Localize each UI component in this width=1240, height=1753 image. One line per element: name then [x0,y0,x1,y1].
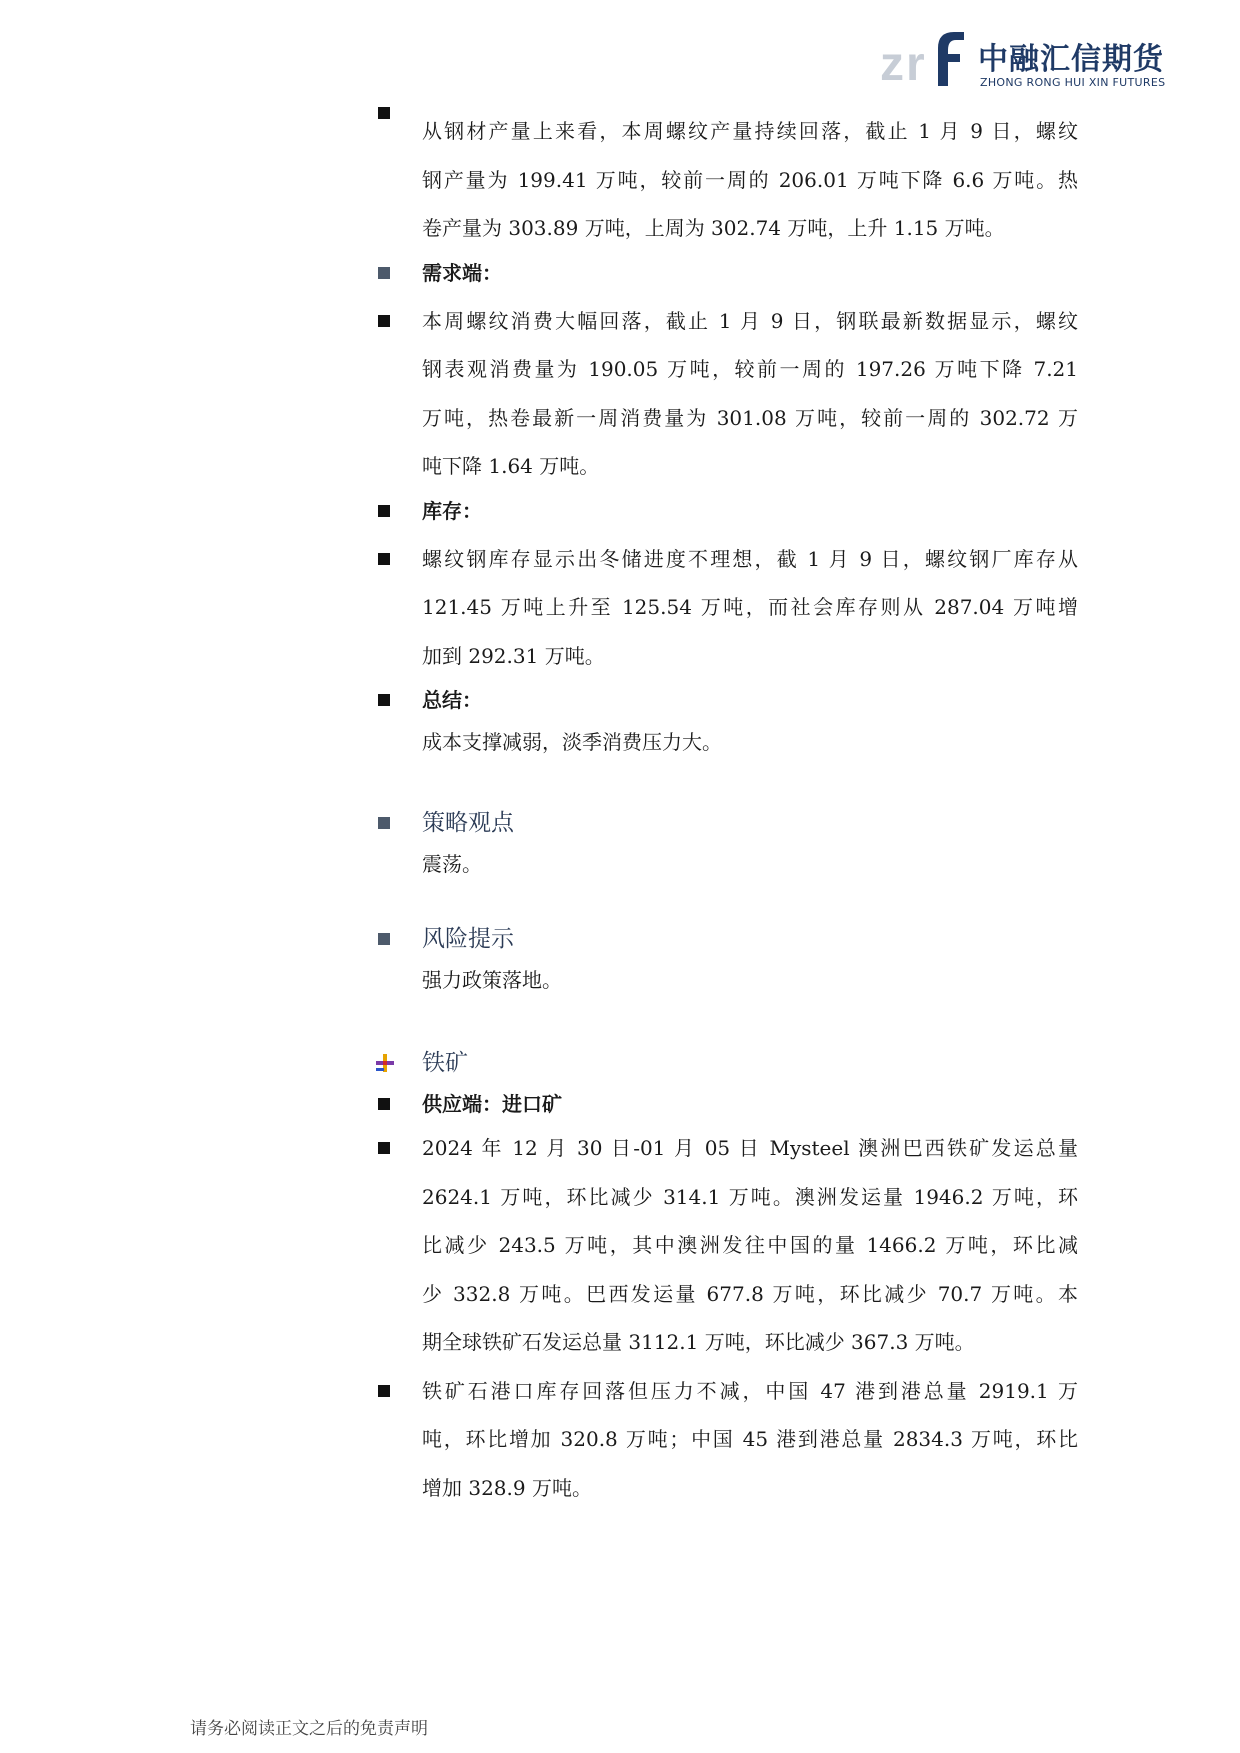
square-bullet-icon [378,933,390,945]
text-line: 钢产量为 199.41 万吨，较前一周的 206.01 万吨下降 6.6 万吨。热 [422,167,1078,192]
text-line: 2624.1 万吨，环比减少 314.1 万吨。澳洲发运量 1946.2 万吨，环 [422,1184,1078,1209]
text-line: 少 332.8 万吨。巴西发运量 677.8 万吨，环比减少 70.7 万吨。本 [422,1281,1078,1306]
strategy-text: 震荡。 [422,852,482,876]
section-risk [378,918,1078,960]
text-line: 121.45 万吨上升至 125.54 万吨，而社会库存则从 287.04 万吨增 [422,595,1078,619]
list-item-supply-title [378,1084,1078,1124]
text-line: 卷产量为 303.89 万吨，上周为 302.74 万吨，上升 1.15 万吨。 [422,216,1005,240]
section-heading-iron-ore: 铁矿 [422,1050,468,1076]
paragraph-demand [422,297,1078,491]
paragraph-shipments [422,1124,1078,1367]
paragraph-steel-output [422,107,1078,253]
risk-text: 强力政策落地。 [422,968,562,992]
logo-chinese-name: 中融汇信期货 [978,42,1164,77]
logo-english-name: ZHONG RONG HUI XIN FUTURES [980,76,1166,89]
list-item-steel-output [378,107,1078,253]
text-line: 螺纹钢库存显示出冬储进度不理想，截 1 月 9 日，螺纹钢厂库存从 [422,546,1078,571]
list-item-demand-title [378,253,1078,293]
report-body [378,119,1078,1512]
section-subtitle-demand: 需求端： [422,260,502,285]
risk-text-block [378,960,1078,1000]
svg-text:r: r [906,38,925,91]
text-line: 铁矿石港口库存回落但压力不减，中国 47 港到港总量 2919.1 万 [422,1378,1078,1403]
list-item-inventory [378,535,1078,681]
section-subtitle-summary: 总结： [422,688,482,712]
list-item-summary-title [378,680,1078,720]
disclaimer-footer: 请务必阅读正文之后的免责声明 [190,1719,428,1739]
list-item-port-arrivals [378,1367,1078,1513]
paragraph-inventory [422,535,1078,681]
text-line: 万吨，热卷最新一周消费量为 301.08 万吨，较前一周的 302.72 万 [422,405,1078,430]
section-strategy [378,802,1078,844]
text-line: 2024 年 12 月 30 日-01 月 05 日 Mysteel 澳洲巴西铁矿发运总量 [422,1136,1078,1160]
section-heading-risk: 风险提示 [422,926,514,952]
square-bullet-icon [378,505,390,517]
square-bullet-icon [378,817,390,829]
list-item-shipments [378,1124,1078,1367]
text-line: 加到 292.31 万吨。 [422,643,605,668]
square-bullet-icon [378,553,390,565]
text-line: 吨，环比增加 320.8 万吨；中国 45 港到港总量 2834.3 万吨，环比 [422,1427,1078,1451]
strategy-text-block [378,844,1078,884]
summary-text-block [378,722,1078,762]
text-line: 从钢材产量上来看，本周螺纹产量持续回落，截止 1 月 9 日，螺纹 [422,119,1078,143]
zrf-logo-mark-icon [880,26,972,92]
square-bullet-icon [378,1385,390,1397]
colored-cross-bullet-icon [376,1054,394,1072]
text-line: 期全球铁矿石发运总量 3112.1 万吨，环比减少 367.3 万吨。 [422,1330,975,1354]
summary-text: 成本支撑减弱，淡季消费压力大。 [422,730,722,754]
square-bullet-icon [378,267,390,279]
text-line: 增加 328.9 万吨。 [422,1475,592,1500]
section-heading-strategy: 策略观点 [422,810,514,836]
company-logo [880,26,1170,92]
square-bullet-icon [378,1142,390,1154]
text-line: 吨下降 1.64 万吨。 [422,454,600,478]
list-item-demand [378,297,1078,491]
square-bullet-icon [378,315,390,327]
section-iron-ore [378,1042,1078,1084]
svg-text:z: z [880,38,904,91]
text-line: 比减少 243.5 万吨，其中澳洲发往中国的量 1466.2 万吨，环比减 [422,1233,1078,1257]
section-subtitle-supply: 供应端：进口矿 [422,1092,562,1116]
square-bullet-icon [378,107,390,119]
section-subtitle-inventory: 库存： [422,498,482,523]
square-bullet-icon [378,1098,390,1110]
paragraph-port-arrivals [422,1367,1078,1513]
list-item-inventory-title [378,491,1078,531]
text-line: 钢表观消费量为 190.05 万吨，较前一周的 197.26 万吨下降 7.21 [422,357,1078,381]
square-bullet-icon [378,694,390,706]
text-line: 本周螺纹消费大幅回落，截止 1 月 9 日，钢联最新数据显示，螺纹 [422,308,1078,333]
